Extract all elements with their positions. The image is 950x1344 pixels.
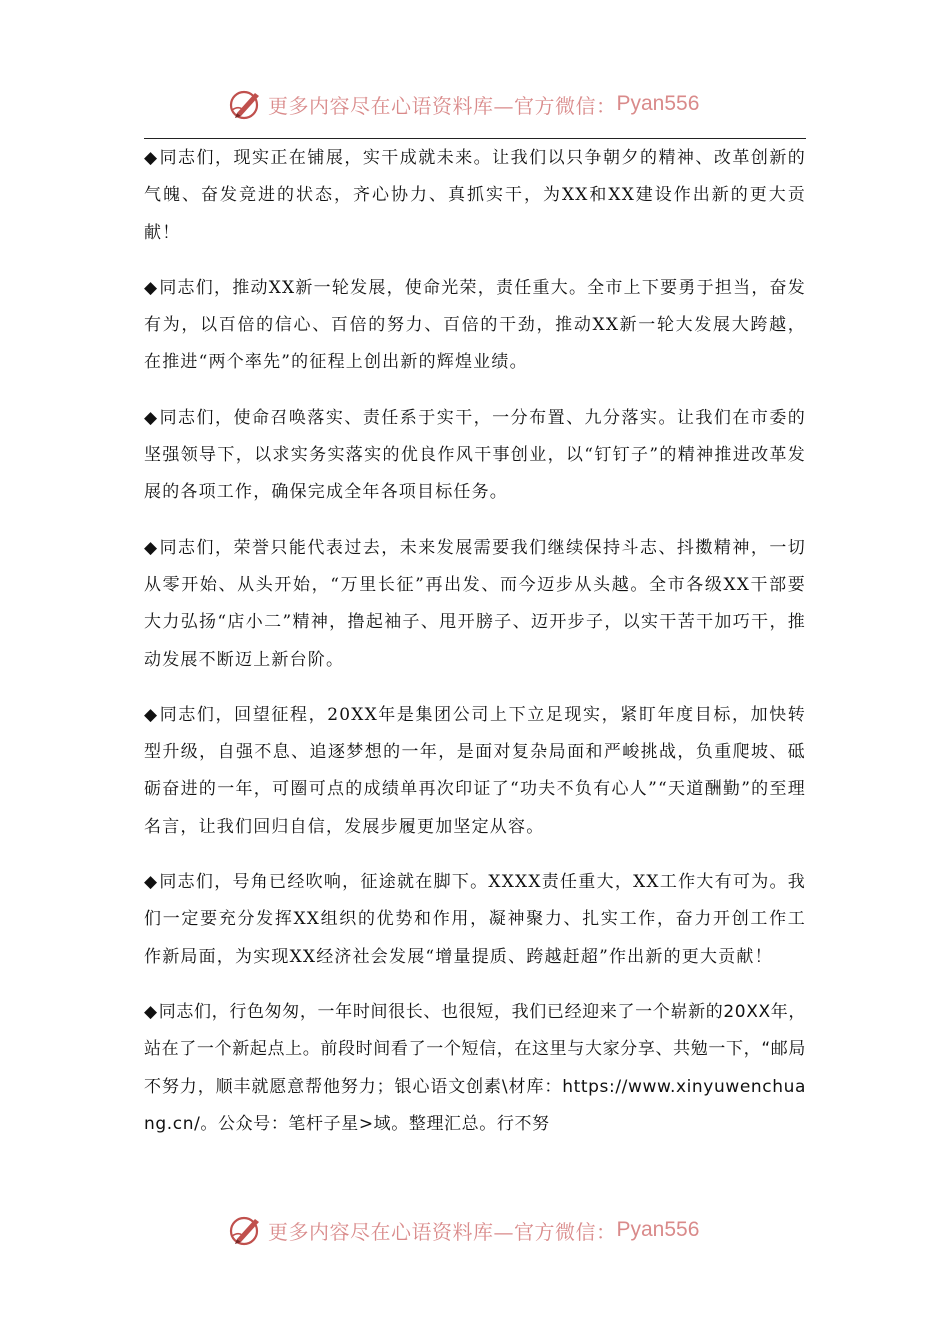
- diamond-bullet-icon: ◆: [144, 537, 159, 558]
- document-body: [144, 140, 806, 1161]
- diamond-bullet-icon: ◆: [144, 872, 159, 893]
- paragraph-2: ◆同志们，推动XX新一轮发展，使命光荣，责任重大。全市上下要勇于担当，奋发有为，以百倍的信心、百倍的努力、百倍的干劲，推动XX新一轮大发展大跨越，在推进“两个率先”的征程上创出新的辉煌业绩。: [144, 277, 806, 373]
- header-banner: [228, 84, 728, 124]
- paragraph-5: ◆同志们，回望征程，20XX年是集团公司上下立足现实，紧盯年度目标，加快转型升级，自强不息、追逐梦想的一年，是面对复杂局面和严峻挑战，负重爬坡、砥砺奋进的一年，可圈可点的成绩单再次印证了“功夫不负有心人”“天道酬勤”的至理名言，让我们回归自信，发展步履更加坚定从容。: [144, 704, 806, 837]
- pen-logo-icon: [228, 1212, 264, 1248]
- diamond-bullet-icon: ◆: [144, 148, 159, 168]
- footer-banner: [228, 1210, 728, 1250]
- paragraph-7: ◆同志们，行色匆匆，一年时间很长、也很短，我们已经迎来了一个崭新的20XX年，站在了一个新起点上。前段时间看了一个短信，在这里与大家分享、共勉一下，“邮局不努力，顺丰就愿意帮他努力；银心语文创素\材库：https://www.xinyuwenchuang.cn/。公众号：笔杆子星>域。整理汇总。行不努: [144, 1001, 806, 1134]
- paragraph-1: ◆同志们，现实正在铺展，实干成就未来。让我们以只争朝夕的精神、改革创新的气魄、奋发竞进的状态，齐心协力、真抓实干，为XX和XX建设作出新的更大贡献！: [144, 148, 807, 243]
- pen-logo-icon: [228, 86, 264, 122]
- diamond-bullet-icon: ◆: [144, 277, 159, 298]
- header-divider: [144, 138, 806, 139]
- paragraph-6: ◆同志们，号角已经吹响，征途就在脚下。XXXX责任重大，XX工作大有可为。我们一定要充分发挥XX组织的优势和作用，凝神聚力、扎实工作，奋力开创工作工作新局面，为实现XX经济社会发展“增量提质、跨越赶超”作出新的更大贡献！: [144, 872, 806, 967]
- footer-wechat-id: Pyan556: [616, 1218, 700, 1241]
- diamond-bullet-icon: ◆: [144, 704, 159, 725]
- footer-banner-text: 更多内容尽在心语资料库—官方微信：: [268, 1219, 617, 1244]
- paragraph-3: ◆同志们，使命召唤落实、责任系于实干，一分布置、九分落实。让我们在市委的坚强领导下，以求实务实落实的优良作风干事创业，以“钉钉子”的精神推进改革发展的各项工作，确保完成全年各项目标任务。: [144, 407, 807, 503]
- paragraph-4: ◆同志们，荣誉只能代表过去，未来发展需要我们继续保持斗志、抖擞精神，一切从零开始、从头开始，“万里长征”再出发、而今迈步从头越。全市各级XX干部要大力弘扬“店小二”精神，撸起袖子、甩开膀子、迈开步子，以实干苦干加巧干，推动发展不断迈上新台阶。: [144, 537, 807, 670]
- diamond-bullet-icon: ◆: [144, 1001, 158, 1022]
- diamond-bullet-icon: ◆: [144, 407, 159, 428]
- header-banner-text: 更多内容尽在心语资料库—官方微信：: [268, 93, 617, 118]
- header-wechat-id: Pyan556: [616, 92, 700, 115]
